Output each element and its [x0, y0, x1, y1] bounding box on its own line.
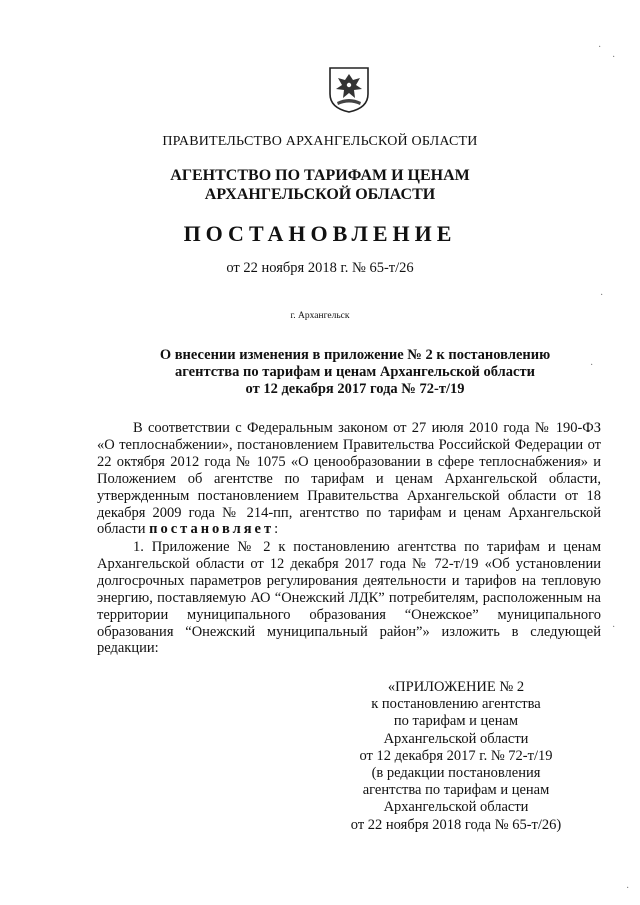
agency-name-line2: АРХАНГЕЛЬСКОЙ ОБЛАСТИ: [204, 186, 436, 203]
appendix-line: агентства по тарифам и ценам: [362, 782, 550, 799]
document-subject: [60, 347, 640, 398]
appendix-line: Архангельской области: [383, 799, 529, 816]
resolves-keyword: постановляет: [149, 521, 275, 538]
appendix-header: [336, 679, 576, 834]
scan-speck: ·: [612, 52, 616, 63]
scan-speck: ·: [590, 360, 594, 371]
agency-name: [0, 166, 640, 204]
item-1-paragraph: 1. Приложение № 2 к постановлению агентства по тарифам и ценам Архангельской области от 12 декабря 2017 года № 72-т/19 «Об установлении долгосрочных параметров регулирования деятельности и тарифов на тепловую энергию, поставляемую АО “Онежский ЛДК” потребителям, расположенным на территории муниципального образования “Онежское” муниципального образования “Онежский муниципальный район”» изложить в следующей редакции:: [97, 539, 601, 657]
document-type: ПОСТАНОВЛЕНИЕ: [183, 221, 457, 246]
scan-speck: ·: [612, 622, 616, 633]
appendix-line: от 22 ноября 2018 года № 65-т/26): [350, 816, 562, 833]
preamble-paragraph: [97, 420, 601, 538]
scan-speck: ·: [626, 883, 630, 894]
coat-of-arms-icon: [327, 64, 371, 114]
subject-line2: агентства по тарифам и ценам Архангельской области: [175, 364, 535, 380]
appendix-line: по тарифам и ценам: [393, 713, 519, 730]
appendix-line: «ПРИЛОЖЕНИЕ № 2: [387, 679, 525, 695]
subject-line3: от 12 декабря 2017 года № 72-т/19: [245, 381, 465, 397]
scan-speck: ·: [600, 290, 604, 301]
subject-line1: О внесении изменения в приложение № 2 к постановлению: [159, 347, 551, 363]
agency-name-line1: АГЕНТСТВО ПО ТАРИФАМ И ЦЕНАМ: [170, 167, 470, 184]
appendix-line: от 12 декабря 2017 г. № 72-т/19: [359, 747, 553, 764]
city-name: г. Архангельск: [290, 311, 350, 321]
government-name: ПРАВИТЕЛЬСТВО АРХАНГЕЛЬСКОЙ ОБЛАСТИ: [162, 134, 478, 149]
appendix-line: Архангельской области: [383, 730, 529, 747]
preamble-text: В соответствии с Федеральным законом от 27 июля 2010 года № 190-ФЗ «О теплоснабжении», постановлением Правительства Российской Федерации от 22 октября 2012 года № 1075 «О ценообразовании в сфере теплоснабжения» и Положением об агентстве по тарифам и ценам Архангельской области, утвержденным постановлением Правительства Архангельской области от 18 декабря 2009 года № 214-пп, агентство по тарифам и ценам Архангельской области: [97, 420, 601, 538]
appendix-line: к постановлению агентства: [371, 696, 541, 713]
appendix-line: (в редакции постановления: [371, 765, 541, 782]
scan-speck: ·: [598, 42, 602, 53]
preamble-colon: :: [274, 521, 279, 538]
date-number: от 22 ноября 2018 г. № 65-т/26: [226, 260, 414, 276]
